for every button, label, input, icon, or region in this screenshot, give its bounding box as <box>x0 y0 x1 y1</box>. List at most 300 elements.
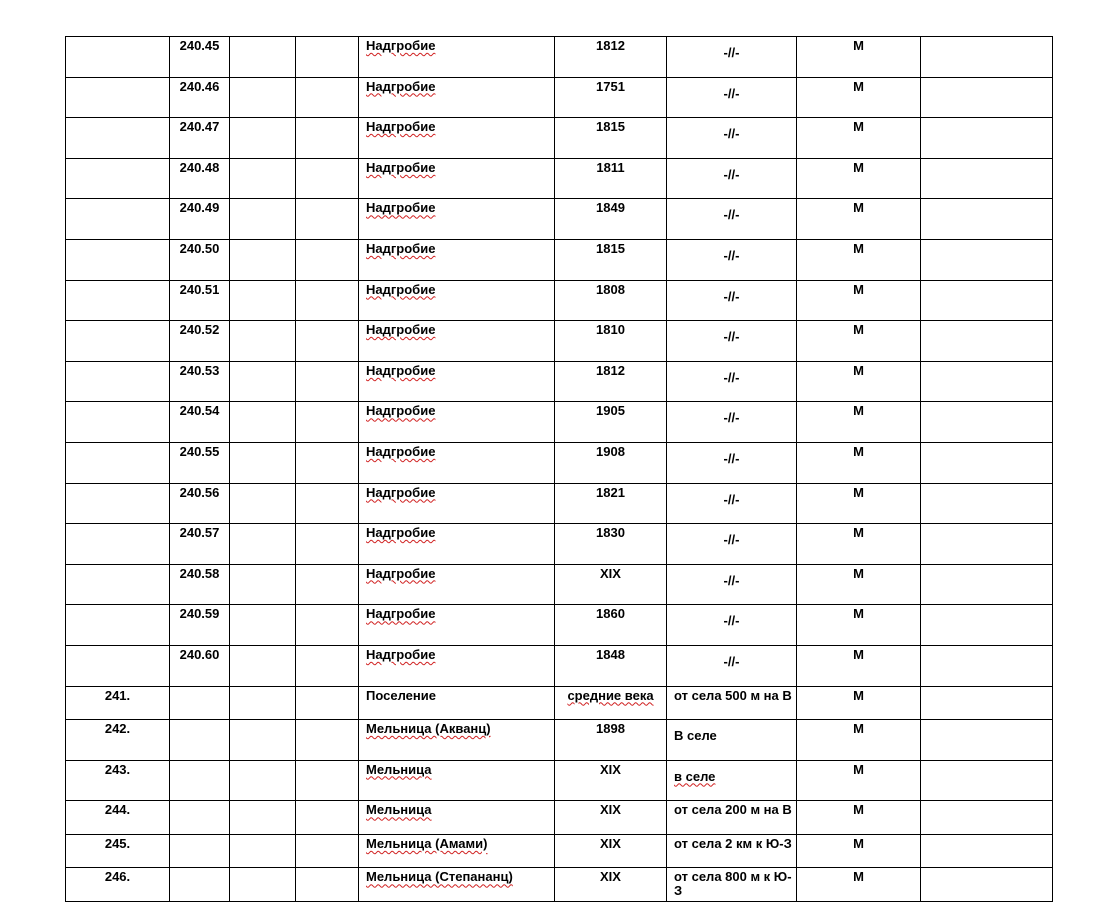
table-row <box>66 361 1053 402</box>
row-number-cell <box>66 321 170 362</box>
category-text: М <box>853 281 864 297</box>
category-cell <box>797 801 921 835</box>
row-subnumber-text: 240.55 <box>179 443 220 459</box>
row-subnumber-cell <box>170 361 230 402</box>
location-text: -//- <box>723 572 740 588</box>
empty-cell <box>296 834 359 868</box>
date-cell <box>555 321 667 362</box>
monument-name-cell <box>359 158 555 199</box>
row-subnumber-cell <box>170 199 230 240</box>
monument-name-cell <box>359 686 555 720</box>
row-number-cell <box>66 361 170 402</box>
monument-name-cell <box>359 760 555 801</box>
location-text: -//- <box>723 207 740 223</box>
category-text: М <box>853 869 864 885</box>
row-number-text: 244. <box>104 802 131 818</box>
row-subnumber-text: 240.51 <box>179 281 220 297</box>
row-subnumber-cell <box>170 868 230 902</box>
location-cell <box>667 720 797 761</box>
category-text: М <box>853 443 864 459</box>
monument-name-cell <box>359 720 555 761</box>
row-number-cell <box>66 720 170 761</box>
category-text: М <box>853 484 864 500</box>
date-cell <box>555 524 667 565</box>
location-text: В селе <box>674 728 717 744</box>
location-text: -//- <box>723 166 740 182</box>
empty-cell <box>296 720 359 761</box>
table-row <box>66 564 1053 605</box>
empty-cell <box>296 118 359 159</box>
date-cell <box>555 77 667 118</box>
row-subnumber-text: 240.56 <box>179 484 220 500</box>
empty-cell <box>230 524 296 565</box>
empty-cell <box>296 868 359 902</box>
empty-cell <box>921 442 1053 483</box>
category-cell <box>797 720 921 761</box>
category-cell <box>797 361 921 402</box>
date-cell <box>555 37 667 78</box>
date-text: 1849 <box>596 200 625 216</box>
category-cell <box>797 483 921 524</box>
date-cell <box>555 564 667 605</box>
location-cell <box>667 118 797 159</box>
monument-name-text: Надгробие <box>366 119 436 135</box>
location-text: -//- <box>723 126 740 142</box>
empty-cell <box>921 280 1053 321</box>
category-text: М <box>853 525 864 541</box>
monument-name-cell <box>359 605 555 646</box>
row-subnumber-cell <box>170 720 230 761</box>
category-text: М <box>853 78 864 94</box>
row-subnumber-text: 240.59 <box>179 606 220 622</box>
empty-cell <box>230 834 296 868</box>
row-subnumber-cell <box>170 118 230 159</box>
category-text: М <box>853 802 864 818</box>
row-subnumber-cell <box>170 402 230 443</box>
date-text: средние века <box>567 687 654 703</box>
table-row <box>66 605 1053 646</box>
row-number-text: 242. <box>104 721 131 737</box>
table-row <box>66 199 1053 240</box>
category-cell <box>797 402 921 443</box>
row-number-cell <box>66 524 170 565</box>
empty-cell <box>230 801 296 835</box>
date-cell <box>555 239 667 280</box>
category-cell <box>797 158 921 199</box>
table-row <box>66 442 1053 483</box>
category-cell <box>797 199 921 240</box>
row-subnumber-cell <box>170 605 230 646</box>
date-cell <box>555 605 667 646</box>
category-text: М <box>853 362 864 378</box>
monument-name-cell <box>359 239 555 280</box>
location-text: от села 800 м к Ю-З <box>674 869 792 899</box>
empty-cell <box>921 483 1053 524</box>
row-subnumber-text: 240.46 <box>179 78 220 94</box>
location-text: -//- <box>723 613 740 629</box>
location-text: -//- <box>723 45 740 60</box>
monument-name-text: Надгробие <box>366 281 436 297</box>
row-subnumber-cell <box>170 834 230 868</box>
category-cell <box>797 239 921 280</box>
empty-cell <box>296 37 359 78</box>
date-text: 1905 <box>596 403 625 419</box>
empty-cell <box>296 239 359 280</box>
location-text: -//- <box>723 450 740 466</box>
location-cell <box>667 402 797 443</box>
empty-cell <box>921 645 1053 686</box>
table-row <box>66 686 1053 720</box>
location-cell <box>667 524 797 565</box>
date-text: 1860 <box>596 606 625 622</box>
table-row <box>66 239 1053 280</box>
date-cell <box>555 442 667 483</box>
row-subnumber-cell <box>170 801 230 835</box>
row-number-text: 243. <box>104 761 131 777</box>
table-row <box>66 645 1053 686</box>
empty-cell <box>296 801 359 835</box>
empty-cell <box>296 199 359 240</box>
monuments-table <box>65 36 1053 902</box>
empty-cell <box>230 402 296 443</box>
category-text: М <box>853 687 864 703</box>
monument-name-cell <box>359 564 555 605</box>
row-subnumber-cell <box>170 37 230 78</box>
row-number-cell <box>66 158 170 199</box>
empty-cell <box>230 37 296 78</box>
location-text: -//- <box>723 653 740 669</box>
empty-cell <box>230 564 296 605</box>
monument-name-text: Надгробие <box>366 159 436 175</box>
location-cell <box>667 361 797 402</box>
row-subnumber-cell <box>170 524 230 565</box>
empty-cell <box>230 760 296 801</box>
empty-cell <box>921 834 1053 868</box>
category-text: М <box>853 322 864 338</box>
location-cell <box>667 239 797 280</box>
table-row <box>66 280 1053 321</box>
category-cell <box>797 118 921 159</box>
row-subnumber-text: 240.47 <box>179 119 220 135</box>
empty-cell <box>296 686 359 720</box>
category-text: М <box>853 835 864 851</box>
location-cell <box>667 77 797 118</box>
date-text: XIX <box>600 869 621 885</box>
date-text: XIX <box>600 835 621 851</box>
row-number-text: 245. <box>104 835 131 851</box>
date-text: 1815 <box>596 240 625 256</box>
row-number-cell <box>66 77 170 118</box>
row-number-cell <box>66 239 170 280</box>
category-text: М <box>853 646 864 662</box>
table-row <box>66 524 1053 565</box>
monument-name-cell <box>359 321 555 362</box>
date-text: 1810 <box>596 322 625 338</box>
empty-cell <box>296 605 359 646</box>
date-text: 1812 <box>596 38 625 53</box>
empty-cell <box>921 605 1053 646</box>
category-text: М <box>853 761 864 777</box>
date-text: 1848 <box>596 646 625 662</box>
date-text: 1815 <box>596 119 625 135</box>
table-body <box>66 37 1053 902</box>
row-subnumber-text: 240.50 <box>179 240 220 256</box>
date-text: XIX <box>600 565 621 581</box>
row-number-cell <box>66 442 170 483</box>
row-number-cell <box>66 118 170 159</box>
row-number-cell <box>66 645 170 686</box>
location-cell <box>667 834 797 868</box>
monument-name-cell <box>359 801 555 835</box>
date-text: 1898 <box>596 721 625 737</box>
row-subnumber-text: 240.57 <box>179 525 220 541</box>
monument-name-cell <box>359 118 555 159</box>
row-number-cell <box>66 868 170 902</box>
location-cell <box>667 801 797 835</box>
empty-cell <box>296 158 359 199</box>
monument-name-text: Надгробие <box>366 322 436 338</box>
empty-cell <box>230 199 296 240</box>
location-text: от села 500 м на В <box>674 687 792 703</box>
row-subnumber-text: 240.49 <box>179 200 220 216</box>
row-subnumber-text: 240.58 <box>179 565 220 581</box>
monument-name-text: Надгробие <box>366 403 436 419</box>
table-row <box>66 77 1053 118</box>
date-text: 1812 <box>596 362 625 378</box>
empty-cell <box>230 645 296 686</box>
empty-cell <box>296 564 359 605</box>
row-subnumber-text: 240.54 <box>179 403 220 419</box>
table-row <box>66 760 1053 801</box>
empty-cell <box>230 77 296 118</box>
date-text: XIX <box>600 802 621 818</box>
empty-cell <box>921 686 1053 720</box>
empty-cell <box>230 239 296 280</box>
location-cell <box>667 199 797 240</box>
row-number-cell <box>66 834 170 868</box>
empty-cell <box>230 158 296 199</box>
table-row <box>66 402 1053 443</box>
category-cell <box>797 564 921 605</box>
category-text: М <box>853 200 864 216</box>
monument-name-text: Надгробие <box>366 646 436 662</box>
location-text: -//- <box>723 491 740 507</box>
row-subnumber-cell <box>170 239 230 280</box>
category-cell <box>797 77 921 118</box>
empty-cell <box>921 321 1053 362</box>
monument-name-text: Надгробие <box>366 200 436 216</box>
table-row <box>66 868 1053 902</box>
monument-name-text: Мельница <box>366 802 432 818</box>
row-number-text: 246. <box>104 869 131 885</box>
location-text: от села 2 км к Ю-З <box>674 835 792 851</box>
date-cell <box>555 645 667 686</box>
category-cell <box>797 645 921 686</box>
empty-cell <box>921 158 1053 199</box>
location-cell <box>667 686 797 720</box>
location-cell <box>667 564 797 605</box>
category-text: М <box>853 721 864 737</box>
location-text: в селе <box>674 768 716 784</box>
date-text: 1908 <box>596 443 625 459</box>
empty-cell <box>230 720 296 761</box>
row-number-cell <box>66 402 170 443</box>
location-cell <box>667 37 797 78</box>
category-cell <box>797 605 921 646</box>
monument-name-text: Поселение <box>366 687 436 703</box>
monument-name-cell <box>359 834 555 868</box>
category-text: М <box>853 119 864 135</box>
location-cell <box>667 483 797 524</box>
empty-cell <box>296 760 359 801</box>
row-subnumber-cell <box>170 760 230 801</box>
empty-cell <box>921 77 1053 118</box>
empty-cell <box>230 442 296 483</box>
empty-cell <box>296 483 359 524</box>
row-subnumber-cell <box>170 321 230 362</box>
table-row <box>66 801 1053 835</box>
empty-cell <box>296 442 359 483</box>
monument-name-cell <box>359 361 555 402</box>
row-number-cell <box>66 605 170 646</box>
location-cell <box>667 605 797 646</box>
monument-name-cell <box>359 868 555 902</box>
monument-name-text: Надгробие <box>366 565 436 581</box>
location-text: -//- <box>723 329 740 345</box>
monument-name-cell <box>359 402 555 443</box>
empty-cell <box>296 524 359 565</box>
monument-name-text: Надгробие <box>366 443 436 459</box>
monument-name-text: Мельница (Амами) <box>366 835 488 851</box>
table-row <box>66 483 1053 524</box>
row-subnumber-cell <box>170 564 230 605</box>
monument-name-cell <box>359 199 555 240</box>
table-row <box>66 834 1053 868</box>
empty-cell <box>921 868 1053 902</box>
empty-cell <box>921 801 1053 835</box>
empty-cell <box>296 280 359 321</box>
monument-name-text: Надгробие <box>366 606 436 622</box>
date-text: 1751 <box>596 78 625 94</box>
table-row <box>66 37 1053 78</box>
row-number-text: 241. <box>104 687 131 703</box>
empty-cell <box>296 361 359 402</box>
row-subnumber-text: 240.45 <box>179 38 220 53</box>
table-row <box>66 720 1053 761</box>
date-text: 1821 <box>596 484 625 500</box>
date-text: XIX <box>600 761 621 777</box>
empty-cell <box>230 605 296 646</box>
row-number-cell <box>66 483 170 524</box>
row-subnumber-text: 240.53 <box>179 362 220 378</box>
category-cell <box>797 868 921 902</box>
row-number-cell <box>66 686 170 720</box>
location-text: от села 200 м на В <box>674 802 792 818</box>
empty-cell <box>296 645 359 686</box>
category-cell <box>797 524 921 565</box>
row-subnumber-text: 240.52 <box>179 322 220 338</box>
row-number-cell <box>66 37 170 78</box>
empty-cell <box>921 720 1053 761</box>
empty-cell <box>230 321 296 362</box>
location-text: -//- <box>723 410 740 426</box>
date-cell <box>555 801 667 835</box>
row-number-cell <box>66 280 170 321</box>
date-cell <box>555 760 667 801</box>
date-cell <box>555 361 667 402</box>
category-text: М <box>853 38 864 53</box>
monument-name-cell <box>359 280 555 321</box>
monument-name-cell <box>359 442 555 483</box>
row-subnumber-cell <box>170 442 230 483</box>
location-cell <box>667 645 797 686</box>
category-cell <box>797 37 921 78</box>
table-row <box>66 321 1053 362</box>
location-cell <box>667 158 797 199</box>
location-cell <box>667 760 797 801</box>
monument-name-text: Надгробие <box>366 38 436 53</box>
category-cell <box>797 686 921 720</box>
category-cell <box>797 280 921 321</box>
date-text: 1811 <box>596 159 625 175</box>
monument-name-cell <box>359 524 555 565</box>
empty-cell <box>921 402 1053 443</box>
row-number-cell <box>66 199 170 240</box>
date-cell <box>555 402 667 443</box>
empty-cell <box>230 118 296 159</box>
category-text: М <box>853 159 864 175</box>
category-text: М <box>853 606 864 622</box>
row-subnumber-text: 240.60 <box>179 646 220 662</box>
monument-name-cell <box>359 77 555 118</box>
empty-cell <box>230 686 296 720</box>
table-row <box>66 158 1053 199</box>
row-subnumber-text: 240.48 <box>179 159 220 175</box>
empty-cell <box>230 280 296 321</box>
monument-name-cell <box>359 645 555 686</box>
category-cell <box>797 834 921 868</box>
monument-name-cell <box>359 483 555 524</box>
row-subnumber-cell <box>170 483 230 524</box>
date-cell <box>555 118 667 159</box>
empty-cell <box>921 118 1053 159</box>
date-cell <box>555 868 667 902</box>
date-cell <box>555 199 667 240</box>
empty-cell <box>296 77 359 118</box>
date-cell <box>555 834 667 868</box>
empty-cell <box>921 564 1053 605</box>
row-subnumber-cell <box>170 77 230 118</box>
empty-cell <box>921 760 1053 801</box>
date-text: 1830 <box>596 525 625 541</box>
monument-name-text: Надгробие <box>366 484 436 500</box>
empty-cell <box>230 868 296 902</box>
empty-cell <box>921 37 1053 78</box>
monument-name-text: Мельница (Степананц) <box>366 869 513 885</box>
monument-name-text: Мельница <box>366 761 432 777</box>
empty-cell <box>296 321 359 362</box>
category-text: М <box>853 565 864 581</box>
date-cell <box>555 280 667 321</box>
location-text: -//- <box>723 369 740 385</box>
empty-cell <box>230 483 296 524</box>
table-row <box>66 118 1053 159</box>
row-number-cell <box>66 564 170 605</box>
category-cell <box>797 321 921 362</box>
location-text: -//- <box>723 85 740 101</box>
empty-cell <box>921 199 1053 240</box>
date-cell <box>555 720 667 761</box>
